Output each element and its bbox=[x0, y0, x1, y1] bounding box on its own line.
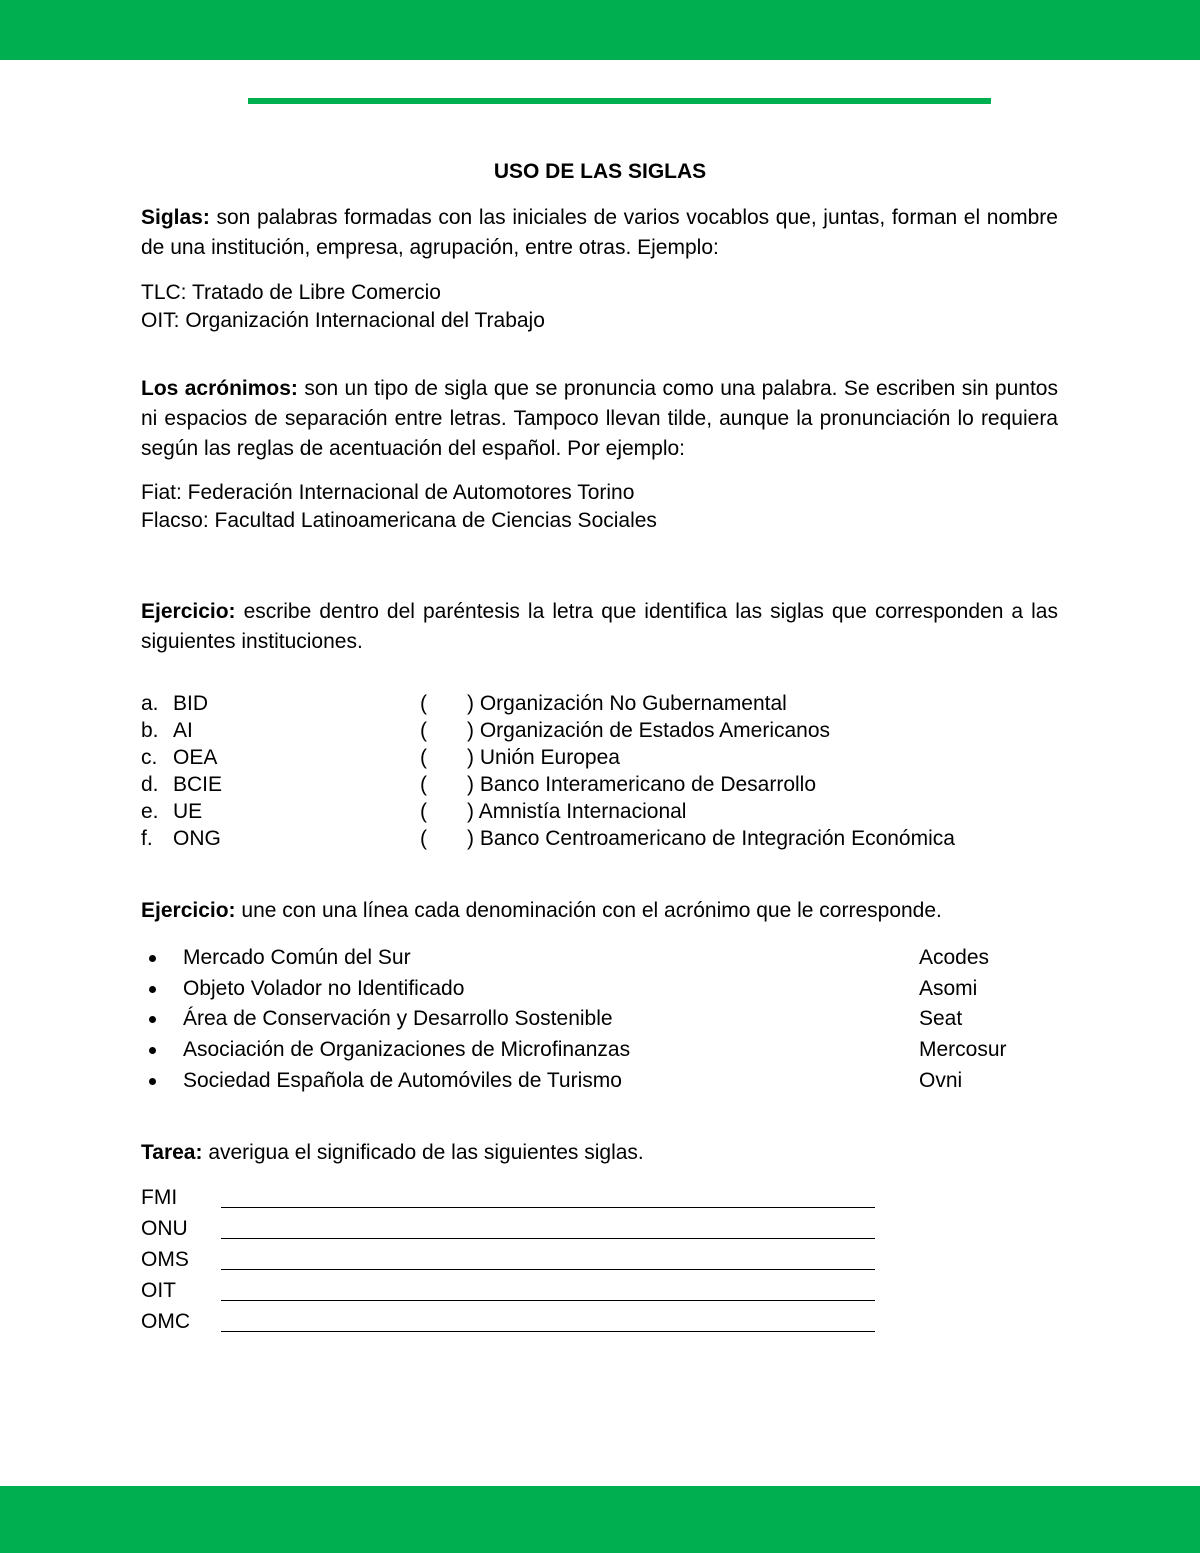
answer-line[interactable] bbox=[221, 1238, 875, 1239]
task-abbreviation: OIT bbox=[141, 1279, 176, 1302]
option-letter: e. bbox=[141, 800, 159, 823]
option-acronym: BCIE bbox=[173, 773, 223, 796]
acronym-option: Seat bbox=[919, 1007, 963, 1030]
exercise1-instruction bbox=[141, 597, 1058, 657]
denomination: Mercado Común del Sur bbox=[183, 946, 411, 969]
option-letter: a. bbox=[141, 692, 159, 715]
answer-row bbox=[420, 744, 620, 771]
siglas-example-2: OIT: Organización Internacional del Trabajo bbox=[141, 309, 545, 332]
denomination: Área de Conservación y Desarrollo Sostenible bbox=[183, 1007, 613, 1030]
bullet-icon bbox=[149, 955, 156, 962]
option-item bbox=[141, 690, 208, 717]
option-letter: b. bbox=[141, 719, 159, 742]
paren-close: ) bbox=[467, 719, 474, 742]
denomination: Sociedad Española de Automóviles de Turismo bbox=[183, 1069, 622, 1092]
bullet-icon bbox=[149, 1078, 156, 1085]
acronimos-definition-text: son un tipo de sigla que se pronuncia como una palabra. Se escriben sin puntos ni espacios de separación entre letras. Tampoco llevan tilde, aunque la pronunciación lo requiera según las reglas de acentuación del español. Por ejemplo: bbox=[141, 377, 1058, 460]
institution-name: Unión Europea bbox=[479, 746, 620, 769]
institution-name: Organización de Estados Americanos bbox=[479, 719, 831, 742]
option-acronym: BID bbox=[173, 692, 209, 715]
institution-name: Banco Interamericano de Desarrollo bbox=[479, 773, 817, 796]
bullet-icon bbox=[149, 1016, 156, 1023]
answer-row bbox=[420, 717, 830, 744]
paren-close: ) bbox=[467, 800, 474, 823]
paren-close: ) bbox=[467, 692, 474, 715]
list-item bbox=[141, 943, 1058, 973]
answer-line[interactable] bbox=[221, 1331, 875, 1332]
header-green-rule bbox=[248, 98, 991, 104]
task-abbreviation: ONU bbox=[141, 1217, 188, 1240]
acronimos-example-1: Fiat: Federación Internacional de Automotores Torino bbox=[141, 481, 635, 504]
option-item bbox=[141, 771, 222, 798]
acronimos-definition bbox=[141, 374, 1058, 464]
exercise1-instruction-text: escribe dentro del paréntesis la letra que identifica las siglas que corresponden a las siguientes instituciones. bbox=[141, 600, 1058, 653]
task-abbreviation: OMS bbox=[141, 1248, 189, 1271]
top-green-band bbox=[0, 0, 1200, 60]
institution-name: Amnistía Internacional bbox=[478, 800, 687, 823]
siglas-definition bbox=[141, 203, 1058, 263]
acronimos-term: Los acrónimos: bbox=[141, 377, 298, 400]
paren-close: ) bbox=[467, 827, 474, 850]
answer-row bbox=[420, 825, 955, 852]
institution-name: Banco Centroamericano de Integración Económica bbox=[479, 827, 955, 850]
option-item bbox=[141, 798, 202, 825]
answer-line[interactable] bbox=[221, 1207, 875, 1208]
paren-open: ( bbox=[420, 773, 427, 796]
paren-open: ( bbox=[420, 800, 427, 823]
denomination: Objeto Volador no Identificado bbox=[183, 977, 465, 1000]
list-item bbox=[141, 1035, 1058, 1065]
list-item bbox=[141, 974, 1058, 1004]
task-instruction bbox=[141, 1139, 644, 1167]
list-item bbox=[141, 1066, 1058, 1096]
answer-line[interactable] bbox=[221, 1300, 875, 1301]
option-letter: c. bbox=[141, 746, 158, 769]
denomination: Asociación de Organizaciones de Microfinanzas bbox=[183, 1038, 631, 1061]
option-item bbox=[141, 744, 217, 771]
option-acronym: UE bbox=[173, 800, 203, 823]
paren-open: ( bbox=[420, 692, 427, 715]
answer-row bbox=[420, 798, 686, 825]
task-instruction-text: averigua el significado de las siguientes siglas. bbox=[208, 1141, 644, 1164]
answer-row bbox=[420, 771, 816, 798]
acronym-option: Asomi bbox=[919, 977, 978, 1000]
task-term: Tarea: bbox=[141, 1141, 203, 1164]
option-acronym: AI bbox=[173, 719, 193, 742]
exercise2-instruction bbox=[141, 897, 942, 925]
siglas-definition-text: son palabras formadas con las iniciales de varios vocablos que, juntas, forman el nombre de una institución, empresa, agrupación, entre otras. Ejemplo: bbox=[141, 206, 1058, 259]
exercise2-term: Ejercicio: bbox=[141, 899, 236, 922]
bottom-green-band bbox=[0, 1486, 1200, 1553]
bullet-icon bbox=[149, 986, 156, 993]
paren-open: ( bbox=[420, 746, 427, 769]
paren-close: ) bbox=[467, 746, 474, 769]
acronym-option: Acodes bbox=[919, 946, 990, 969]
option-letter: f. bbox=[141, 827, 153, 850]
exercise2-instruction-text: une con una línea cada denominación con el acrónimo que le corresponde. bbox=[241, 899, 942, 922]
list-item bbox=[141, 1004, 1058, 1034]
task-abbreviation: FMI bbox=[141, 1186, 178, 1209]
siglas-term: Siglas: bbox=[141, 206, 210, 229]
acronym-option: Mercosur bbox=[919, 1038, 1007, 1061]
acronimos-example-2: Flacso: Facultad Latinoamericana de Ciencias Sociales bbox=[141, 509, 657, 532]
option-acronym: ONG bbox=[173, 827, 221, 850]
acronym-option: Ovni bbox=[919, 1069, 963, 1092]
page-title: USO DE LAS SIGLAS bbox=[493, 160, 707, 183]
paren-open: ( bbox=[420, 827, 427, 850]
paren-close: ) bbox=[467, 773, 474, 796]
paren-open: ( bbox=[420, 719, 427, 742]
option-item bbox=[141, 825, 221, 852]
option-letter: d. bbox=[141, 773, 159, 796]
option-acronym: OEA bbox=[173, 746, 218, 769]
answer-row bbox=[420, 690, 787, 717]
task-abbreviation: OMC bbox=[141, 1310, 190, 1333]
option-item bbox=[141, 717, 193, 744]
answer-line[interactable] bbox=[221, 1269, 875, 1270]
bullet-icon bbox=[149, 1047, 156, 1054]
exercise1-term: Ejercicio: bbox=[141, 600, 236, 623]
siglas-example-1: TLC: Tratado de Libre Comercio bbox=[141, 281, 441, 304]
institution-name: Organización No Gubernamental bbox=[479, 692, 787, 715]
